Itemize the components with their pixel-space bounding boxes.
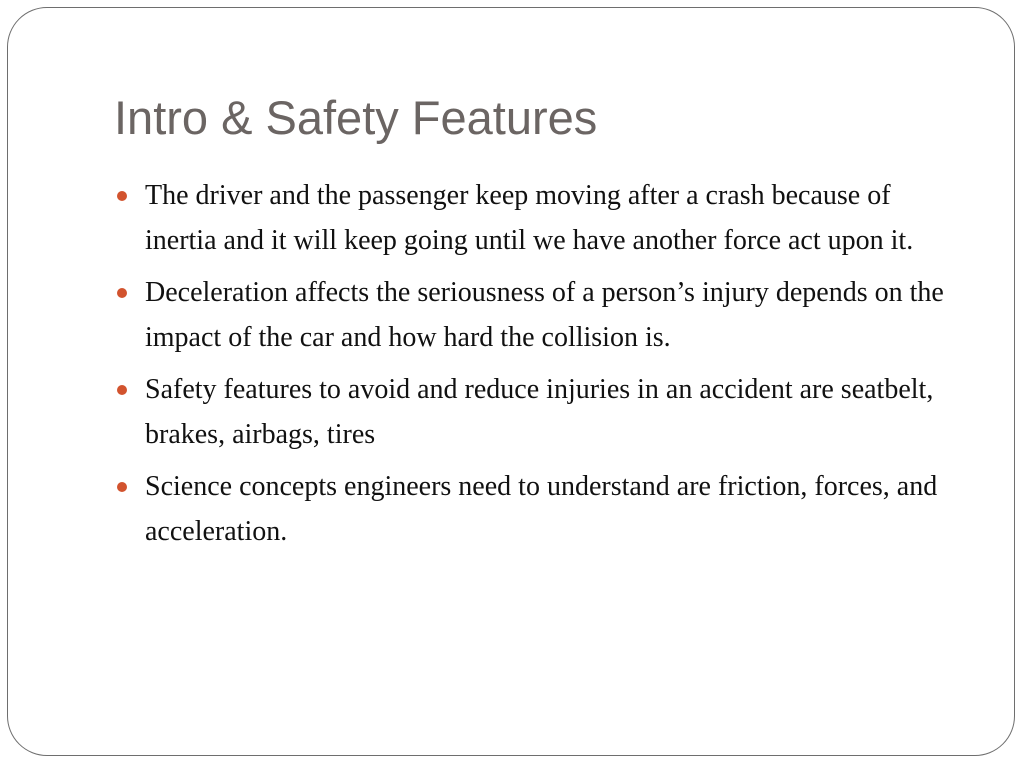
bullet-text: Deceleration affects the seriousness of a person’s injury depends on the impact of the car and how hard the collision is. bbox=[145, 277, 944, 353]
bullet-text: Safety features to avoid and reduce injuries in an accident are seatbelt, brakes, airbags, tires bbox=[145, 374, 934, 450]
bullet-dot-icon bbox=[117, 482, 127, 492]
bullet-dot-icon bbox=[117, 385, 127, 395]
bullet-list bbox=[113, 174, 961, 562]
slide-frame bbox=[7, 7, 1015, 756]
list-item bbox=[113, 368, 961, 457]
slide-title: Intro & Safety Features bbox=[114, 91, 598, 144]
list-item bbox=[113, 271, 961, 360]
bullet-text: Science concepts engineers need to understand are friction, forces, and acceleration. bbox=[145, 471, 938, 547]
bullet-dot-icon bbox=[117, 288, 127, 298]
list-item bbox=[113, 174, 961, 263]
bullet-text: The driver and the passenger keep moving after a crash because of inertia and it will keep going until we have another force act upon it. bbox=[145, 180, 914, 256]
bullet-dot-icon bbox=[117, 191, 127, 201]
list-item bbox=[113, 465, 961, 554]
